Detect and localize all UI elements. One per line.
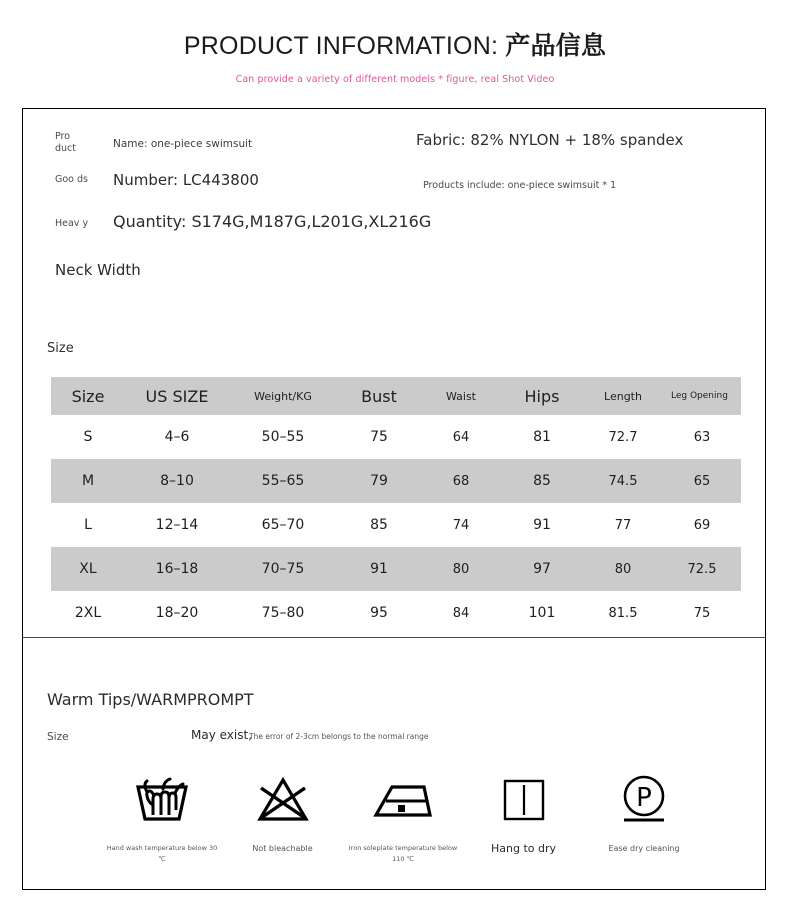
col-header-hips: Hips [524, 386, 560, 406]
cell-leg-opening: 72.5 [687, 561, 717, 577]
cell-us-size: 8–10 [160, 473, 194, 489]
table-row [51, 547, 741, 591]
cell-leg-opening: 63 [693, 429, 711, 445]
care-icon-item [465, 769, 583, 854]
section-divider [23, 637, 765, 638]
cell-bust: 91 [370, 561, 388, 577]
warm-tips-title: Warm Tips/WARMPROMPT [47, 690, 254, 709]
cell-hips: 81 [533, 429, 551, 445]
col-header-us-size: US SIZE [145, 386, 209, 406]
col-header-waist: Waist [445, 389, 476, 403]
cell-size: XL [79, 561, 97, 577]
care-icon-caption: Not bleachable [252, 844, 313, 853]
warm-tips-size-label: Size [47, 731, 69, 743]
cell-waist: 68 [452, 473, 470, 489]
page-subtitle: Can provide a variety of different models * figure, real Shot Video [235, 74, 555, 85]
product-info-card [22, 108, 766, 890]
cell-leg-opening: 69 [693, 517, 711, 533]
cell-weight: 55–65 [261, 473, 305, 489]
page-title-en: PRODUCT INFORMATION: [183, 32, 506, 60]
product-number-value: Number: LC443800 [113, 171, 259, 189]
cell-bust: 79 [370, 473, 388, 489]
cell-weight: 75–80 [261, 605, 305, 621]
svg-text:P: P [636, 783, 652, 813]
cell-us-size: 12–14 [155, 517, 199, 533]
product-row-label-3: Heav y [55, 218, 89, 229]
care-icon-caption: Hand wash temperature below 30 ℃ [106, 844, 218, 863]
cell-us-size: 18–20 [155, 605, 199, 621]
cell-waist: 84 [452, 605, 470, 621]
table-row [51, 591, 741, 635]
page-title-cn: 产品信息 [505, 31, 607, 60]
cell-hips: 91 [533, 517, 551, 533]
table-row [51, 459, 741, 503]
cell-length: 72.7 [608, 429, 638, 445]
cell-size: S [83, 429, 93, 445]
care-icon-item [585, 769, 703, 854]
cell-hips: 101 [528, 605, 556, 621]
care-icon-item [224, 769, 342, 854]
cell-waist: 80 [452, 561, 470, 577]
cell-weight: 70–75 [261, 561, 305, 577]
product-info-section [23, 109, 765, 324]
quantity-weight-value: Quantity: S174G,M187G,L201G,XL216G [113, 212, 432, 231]
products-include-value: Products include: one-piece swimsuit * 1 [423, 180, 617, 191]
do-not-bleach-icon [256, 769, 310, 831]
cell-bust: 75 [370, 429, 388, 445]
care-icons-row [103, 769, 703, 865]
col-header-size: Size [71, 386, 105, 406]
col-header-length: Length [604, 389, 642, 403]
care-icon-item [344, 769, 462, 865]
dry-clean-p-icon [618, 769, 670, 831]
hand-wash-icon [133, 769, 191, 831]
col-header-bust: Bust [361, 386, 397, 406]
cell-hips: 97 [533, 561, 551, 577]
cell-waist: 74 [452, 517, 470, 533]
cell-us-size: 16–18 [155, 561, 199, 577]
neck-width-label: Neck Width [55, 261, 141, 279]
table-row [51, 415, 741, 459]
cell-size: 2XL [74, 605, 102, 621]
cell-us-size: 4–6 [164, 429, 190, 445]
cell-length: 80 [614, 561, 632, 577]
table-row [51, 503, 741, 547]
cell-length: 74.5 [608, 473, 638, 489]
cell-hips: 85 [533, 473, 551, 489]
care-icon-caption: Iron soleplate temperature below 110 ℃ [348, 844, 458, 863]
cell-length: 81.5 [608, 605, 638, 621]
size-chart-table [51, 377, 741, 635]
warm-tips-may-exist: May exist, [191, 728, 253, 742]
cell-leg-opening: 75 [693, 605, 711, 621]
cell-weight: 50–55 [261, 429, 305, 445]
table-header-row [51, 377, 741, 415]
col-header-leg-opening: Leg Opening [671, 391, 728, 401]
warm-tips-error-note: The error of 2-3cm belongs to the normal range [249, 732, 429, 741]
cell-size: L [84, 517, 92, 533]
iron-low-heat-icon [372, 769, 434, 831]
fabric-value: Fabric: 82% NYLON + 18% spandex [416, 131, 684, 149]
product-name-value: Name: one-piece swimsuit [113, 138, 253, 150]
care-icon-caption: Ease dry cleaning [608, 844, 680, 853]
cell-weight: 65–70 [261, 517, 305, 533]
col-header-weight: Weight/KG [254, 389, 312, 403]
cell-bust: 95 [370, 605, 388, 621]
product-row-label-1: Pro duct [55, 131, 76, 154]
cell-bust: 85 [370, 517, 388, 533]
product-row-label-2: Goo ds [55, 174, 88, 185]
cell-size: M [81, 473, 95, 489]
page-title [0, 26, 790, 62]
size-section-heading: Size [47, 341, 74, 356]
hang-to-dry-icon [501, 769, 547, 831]
cell-leg-opening: 65 [693, 473, 711, 489]
care-icon-item [103, 769, 221, 865]
cell-waist: 64 [452, 429, 470, 445]
cell-length: 77 [614, 517, 632, 533]
care-icon-caption: Hang to dry [490, 842, 557, 855]
page-header [0, 0, 790, 85]
